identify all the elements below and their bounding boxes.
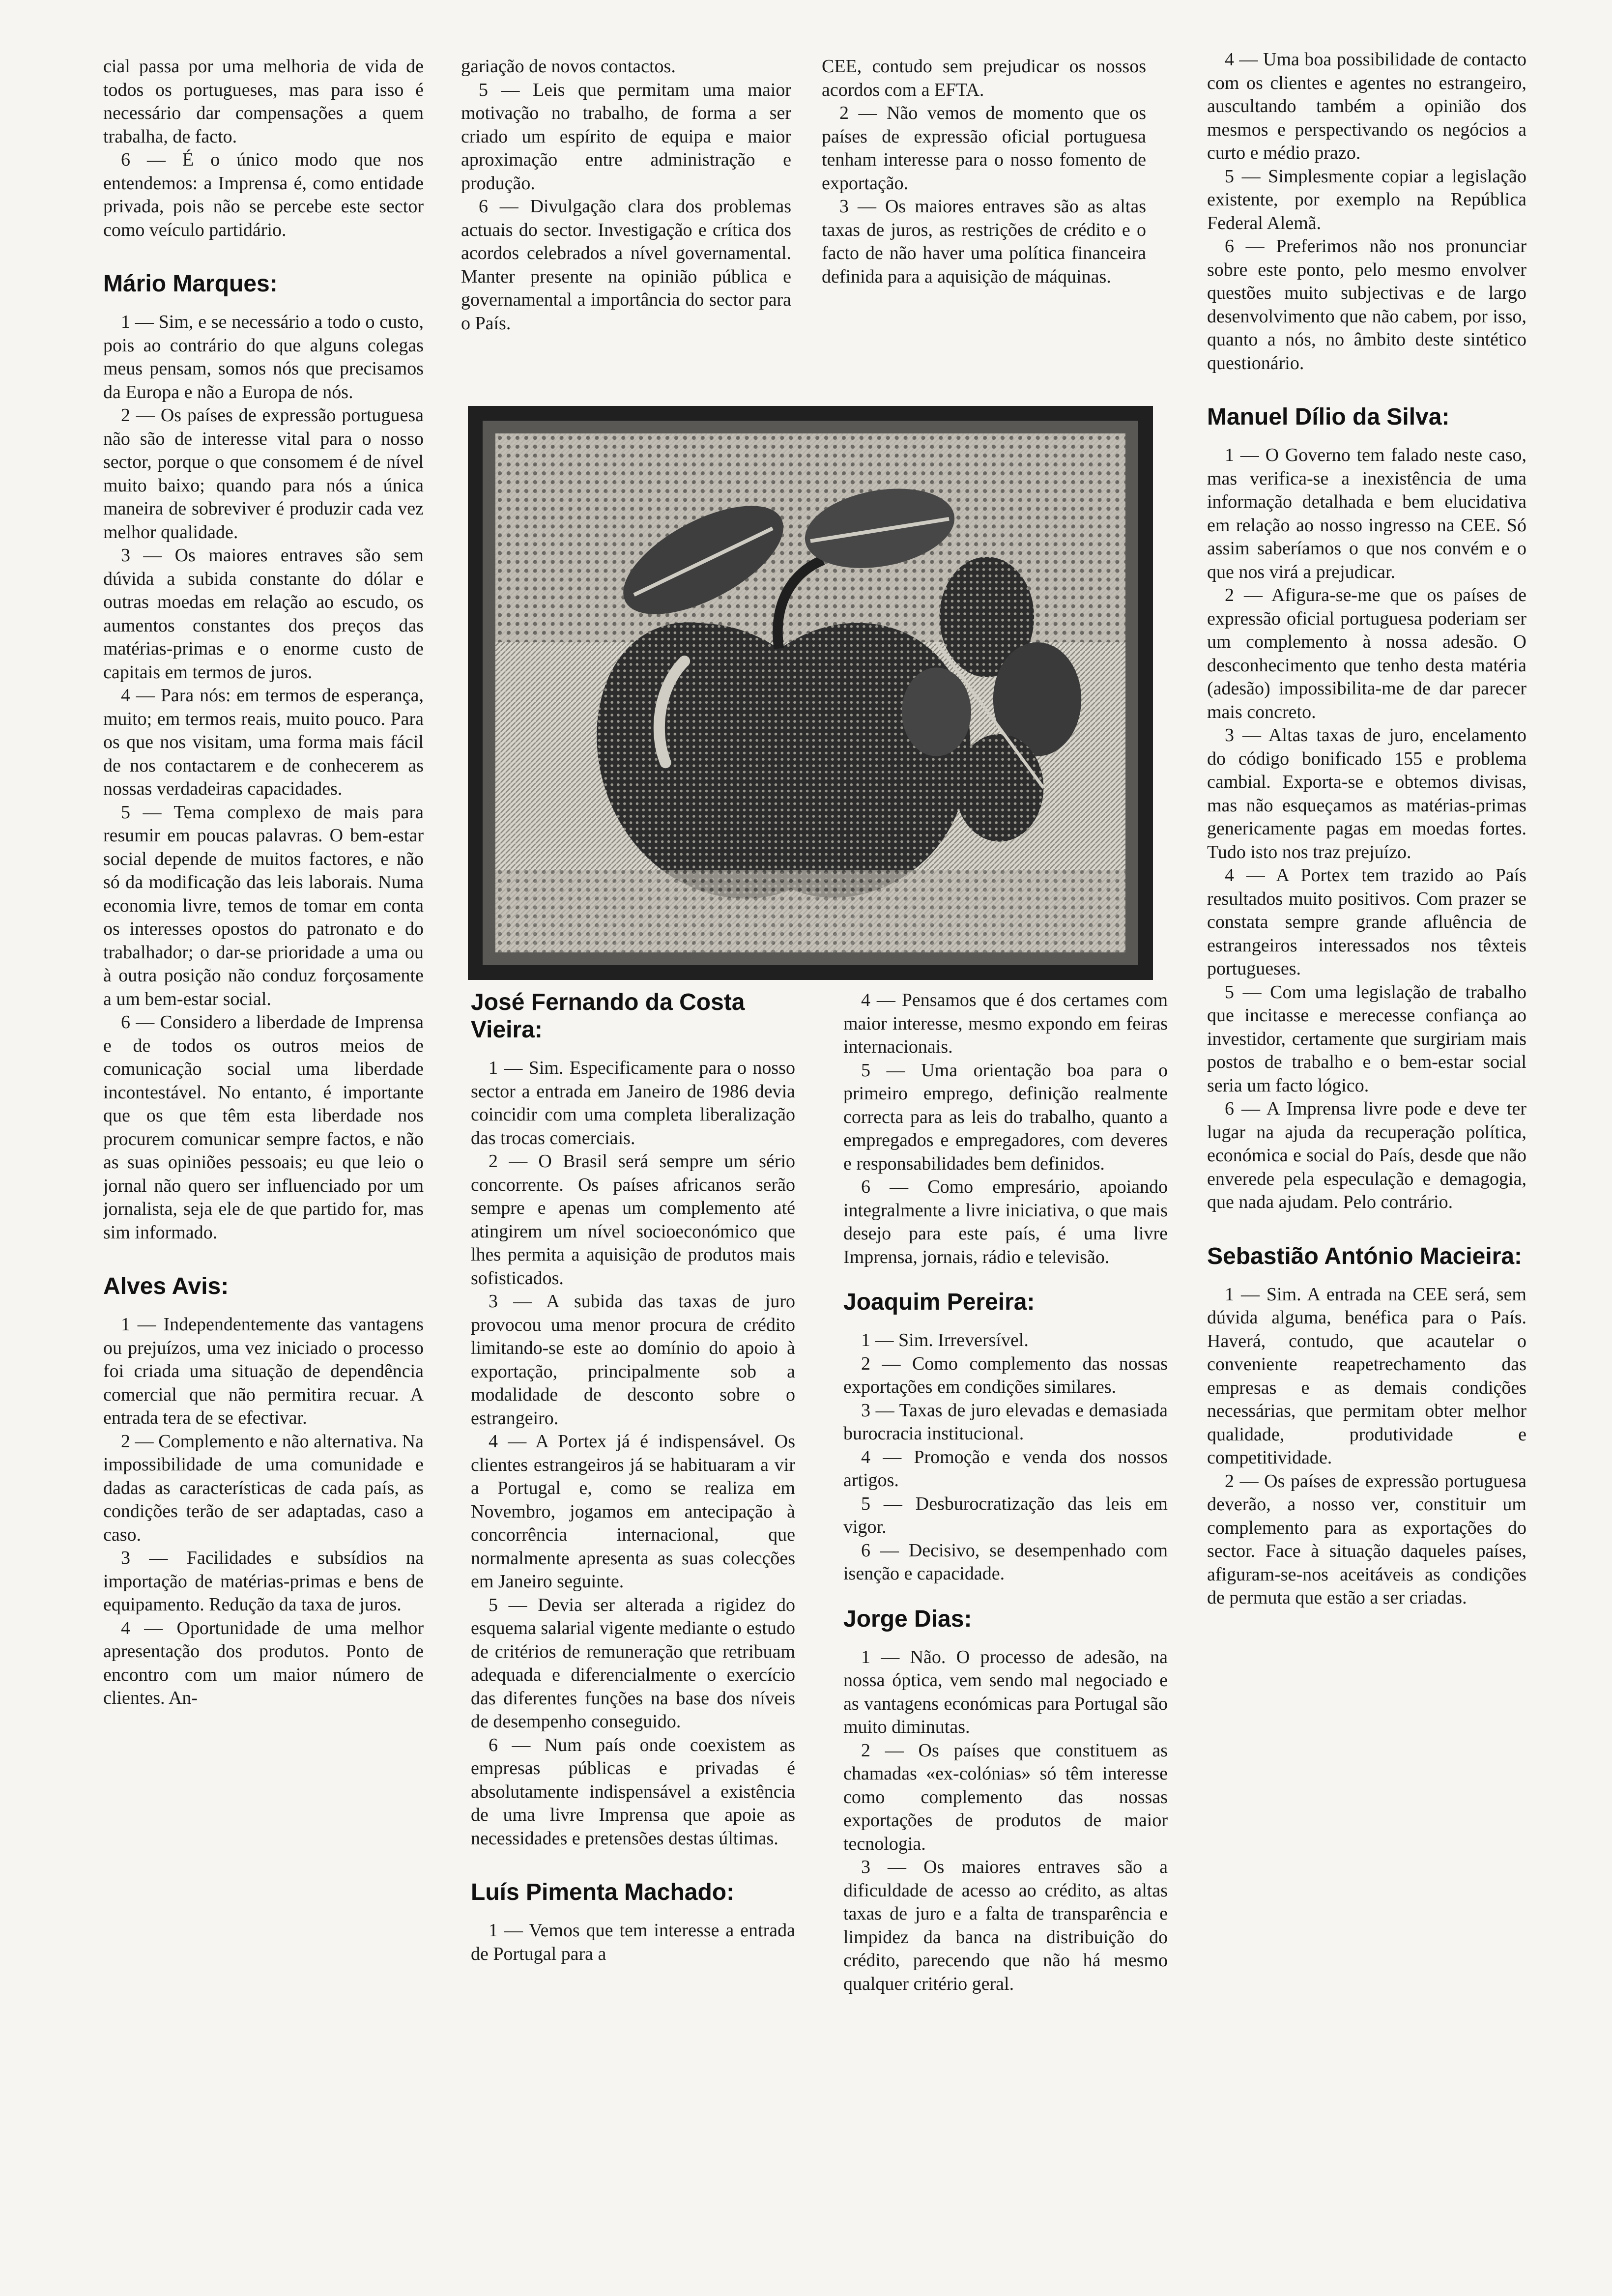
answer-4: 4 — A Portex já é indispensável. Os clientes estrangeiros já se habituaram a vir a Portugal e, como se realiza em Novembro, jogamos em antecipação à concorrência internacional, que normalmente apresenta as suas colecções em Janeiro seguinte. bbox=[471, 1431, 795, 1592]
answer-6: 6 — Como empresário, apoiando integralmente a livre iniciativa, o que mais desejo para este país, é uma livre Imprensa, jornais, rádio e televisão. bbox=[843, 1177, 1168, 1267]
answer-5: 5 — Desburocratização das leis em vigor. bbox=[843, 1493, 1168, 1537]
answer-2: 2 — Afigura-se-me que os países de expressão oficial portuguesa poderiam ser um complemento à nossa adesão. O desconhecimento que tenho desta matéria (adesão) impossibilita-me de dar parecer mais concreto. bbox=[1207, 585, 1526, 722]
answer-2: 2 — Como complemento das nossas exportações em condições similares. bbox=[843, 1353, 1168, 1397]
answer-4: 4 — Para nós: em termos de esperança, muito; em termos reais, muito pouco. Para os que nos visitam, uma forma mais fácil de nos contactarem e de conhecerem as nossas verdadeiras capacidades. bbox=[103, 685, 424, 799]
interviewee-name: Sebastião António Macieira: bbox=[1207, 1243, 1523, 1269]
interviewee-name: Joaquim Pereira: bbox=[843, 1289, 1035, 1315]
answer-4: 4 — Promoção e venda dos nossos artigos. bbox=[843, 1446, 1168, 1491]
fruit-illustration bbox=[468, 406, 1153, 980]
answer-6: 6 — Decisivo, se desempenhado com isenção e capacidade. bbox=[843, 1540, 1168, 1584]
answer-4: 4 — Oportunidade de uma melhor apresentação dos produtos. Ponto de encontro com um maior número de clientes. An- bbox=[103, 1617, 424, 1708]
answer-2: 2 — Os países de expressão portuguesa não são de interesse vital para o nosso sector, porque o que consomem é de nível muito baixo; quando para nós a única maneira de sobreviver é produzir cada vez melhor qualidade. bbox=[103, 405, 424, 543]
answer-5: 5 — Devia ser alterada a rigidez do esquema salarial vigente mediante o estudo de critérios de remuneração que retribuam adequada e diferencialmente o exercício das diferentes funções na base dos níveis de desempenho conseguido. bbox=[471, 1594, 795, 1732]
interviewee-name: Manuel Dílio da Silva: bbox=[1207, 404, 1450, 430]
paragraph: cial passa por uma melhoria de vida de todos os portugueses, mas para isso é necessário dar compensações a quem trabalha, de facto. bbox=[103, 56, 424, 147]
paragraph: 2 — Não vemos de momento que os países de expressão oficial portuguesa tenham interesse para o nosso fomento de exportação. bbox=[822, 103, 1146, 194]
paragraph: gariação de novos contactos. bbox=[461, 56, 676, 77]
answer-3: 3 — Facilidades e subsídios na importação de matérias-primas e bens de equipamento. Redução da taxa de juros. bbox=[103, 1548, 424, 1615]
answer-2: 2 — Complemento e não alternativa. Na impossibilidade de uma comunidade e dadas as características de cada país, as condições terão de ser adaptadas, caso a caso. bbox=[103, 1431, 424, 1545]
answer-6: 6 — A Imprensa livre pode e deve ter lugar na ajuda da recuperação política, económica e social do País, desde que não enverede pela especulação e demagogia, que nada ajudam. Pelo contrário. bbox=[1207, 1098, 1526, 1212]
answer-3: 3 — Os maiores entraves são sem dúvida a subida constante do dólar e outras moedas em relação ao escudo, os aumentos constantes dos preços das matérias-primas e o enorme custo de capitais em termos de juros. bbox=[103, 545, 424, 683]
answer-1: 1 — Sim. Irreversível. bbox=[861, 1330, 1029, 1350]
column-3-bottom bbox=[843, 989, 1168, 2286]
paragraph: 6 — É o único modo que nos entendemos: a Imprensa é, como entidade privada, pois não se percebe este sector como veículo partidário. bbox=[103, 149, 424, 240]
answer-6: 6 — Num país onde coexistem as empresas públicas e privadas é absolutamente indispensável a existência de uma livre Imprensa que apoie as necessidades e pretensões destas últimas. bbox=[471, 1734, 795, 1849]
paragraph: 4 — Uma boa possibilidade de contacto com os clientes e agentes no estrangeiro, auscultando também a opinião dos mesmos e perspectivando os negócios a curto e médio prazo. bbox=[1207, 49, 1526, 163]
answer-1: 1 — Independentemente das vantagens ou prejuízos, uma vez iniciado o processo foi criada uma situação de dependência comercial que não permitira recuar. A entrada tera de se efectivar. bbox=[103, 1314, 424, 1428]
answer-2: 2 — Os países de expressão portuguesa deverão, a nosso ver, constituir um complemento para as exportações do sector. Face à situação daqueles países, afiguram-se-nos aceitáveis as condições de permuta que estão a ser criadas. bbox=[1207, 1470, 1526, 1608]
paragraph: 5 — Simplesmente copiar a legislação existente, por exemplo na República Federal Alemã. bbox=[1207, 166, 1526, 233]
interviewee-name: Jorge Dias: bbox=[843, 1606, 972, 1632]
column-2-bottom bbox=[471, 989, 795, 2286]
column-2-top bbox=[461, 55, 791, 399]
answer-1: 1 — Não. O processo de adesão, na nossa óptica, vem sendo mal negociado e as vantagens económicas para Portugal são muito diminutas. bbox=[843, 1646, 1168, 1737]
paragraph: 3 — Os maiores entraves são as altas taxas de juros, as restrições de crédito e o facto de não haver uma política financeira definida para a aquisição de máquinas. bbox=[822, 196, 1146, 287]
column-3-top bbox=[822, 55, 1146, 399]
answer-2: 2 — Os países que constituem as chamadas «ex-colónias» só têm interesse como complemento das nossas exportações de produtos de maior tecnologia. bbox=[843, 1740, 1168, 1854]
answer-4: 4 — Pensamos que é dos certames com maior interesse, mesmo expondo em feiras internacionais. bbox=[843, 990, 1168, 1057]
paragraph: 6 — Preferimos não nos pronunciar sobre este ponto, pelo mesmo envolver questões muito subjectivas e de largo desenvolvimento que não cabem, por isso, quanto a nós, no âmbito deste sintético questionário. bbox=[1207, 236, 1526, 373]
answer-5: 5 — Tema complexo de mais para resumir em poucas palavras. O bem-estar social depende de muitos factores, e não só da modificação das leis laborais. Numa economia livre, temos de tomar em conta os interesses opostos do patronato e do trabalhador; o dar-se prioridade a uma ou à outra posição não conduz forçosamente a um bem-estar social. bbox=[103, 802, 424, 1009]
answer-1: 1 — Sim. Especificamente para o nosso sector a entrada em Janeiro de 1986 devia coincidir com uma completa liberalização das trocas comerciais. bbox=[471, 1058, 795, 1148]
paragraph: 5 — Leis que permitam uma maior motivação no trabalho, de forma a ser criado um espírito de equipa e maior aproximação entre administração e produção. bbox=[461, 79, 791, 194]
answer-6: 6 — Considero a liberdade de Imprensa e de todos os outros meios de comunicação social uma liberdade incontestável. No entanto, é importante que os que têm esta liberdade nos procurem comunicar sempre factos, e não as suas opiniões pessoais; eu que leio o jornal não quero ser influenciado por um jornalista, seja ele de que partido for, mas sim informado. bbox=[103, 1012, 424, 1243]
answer-3: 3 — Altas taxas de juro, encelamento do código bonificado 155 e problema cambial. Exporta-se e obtemos divisas, mas não esqueçamos as matérias-primas genericamente pagas em moedas fortes. Tudo isto nos traz prejuízo. bbox=[1207, 725, 1526, 862]
interviewee-name: Alves Avis: bbox=[103, 1273, 229, 1299]
answer-3: 3 — A subida das taxas de juro provocou uma menor procura de crédito limitando-se este ao domínio do apoio à exportação, principalmente sob a modalidade de desconto sobre o estrangeiro. bbox=[471, 1291, 795, 1429]
paragraph: CEE, contudo sem prejudicar os nossos acordos com a EFTA. bbox=[822, 56, 1146, 100]
answer-1: 1 — Vemos que tem interesse a entrada de Portugal para a bbox=[471, 1920, 795, 1964]
interviewee-name: José Fernando da Costa Vieira: bbox=[471, 989, 745, 1043]
answer-3: 3 — Taxas de juro elevadas e demasiada burocracia institucional. bbox=[843, 1400, 1168, 1444]
interviewee-name: Luís Pimenta Machado: bbox=[471, 1879, 735, 1905]
interviewee-name: Mário Marques: bbox=[103, 271, 278, 297]
answer-1: 1 — Sim. A entrada na CEE será, sem dúvida alguma, benéfica para o País. Haverá, contudo, que acautelar o conveniente reapetrechamento das empresas e as demais condições necessárias, que permitam obter melhor qualidade, produtividade e competitividade. bbox=[1207, 1284, 1526, 1468]
column-4 bbox=[1207, 48, 1526, 2289]
answer-1: 1 — O Governo tem falado neste caso, mas verifica-se a inexistência de uma informação detalhada e bem elucidativa em relação ao nosso ingresso na CEE. Só assim saberíamos o que nos convém e o que nos virá a prejudicar. bbox=[1207, 445, 1526, 582]
column-1 bbox=[103, 55, 424, 2286]
answer-4: 4 — A Portex tem trazido ao País resultados muito positivos. Com prazer se constata sempre grande afluência de estrangeiros interessados nos têxteis portugueses. bbox=[1207, 865, 1526, 979]
answer-5: 5 — Com uma legislação de trabalho que incitasse e merecesse confiança ao investidor, certamente que surgiriam mais postos de trabalho e o bem-estar social seria um facto lógico. bbox=[1207, 981, 1526, 1096]
illustration-frame bbox=[483, 421, 1138, 965]
answer-5: 5 — Uma orientação boa para o primeiro emprego, definição realmente correcta para as leis do trabalho, quanto a empregados e empregadores, com deveres e responsabilidades bem definidos. bbox=[843, 1060, 1168, 1174]
answer-1: 1 — Sim, e se necessário a todo o custo, pois ao contrário do que alguns colegas meus pensam, somos nós que precisamos da Europa e não a Europa de nós. bbox=[103, 312, 424, 402]
answer-2: 2 — O Brasil será sempre um sério concorrente. Os países africanos serão sempre e apenas um complemento até atingirem um nível socioeconómico que lhes permita a aquisição de produtos mais sofisticados. bbox=[471, 1151, 795, 1289]
answer-3: 3 — Os maiores entraves são a dificuldade de acesso ao crédito, as altas taxas de juro e a falta de transparência e limpidez da banca na distribuição do crédito, parecendo que não há mesmo qualquer critério geral. bbox=[843, 1857, 1168, 1994]
apple-leaves-artwork bbox=[495, 433, 1125, 952]
paragraph: 6 — Divulgação clara dos problemas actuais do sector. Investigação e crítica dos acordos celebrados a nível governamental. Manter presente na opinião pública e governamental a importância do sector para o País. bbox=[461, 196, 791, 334]
